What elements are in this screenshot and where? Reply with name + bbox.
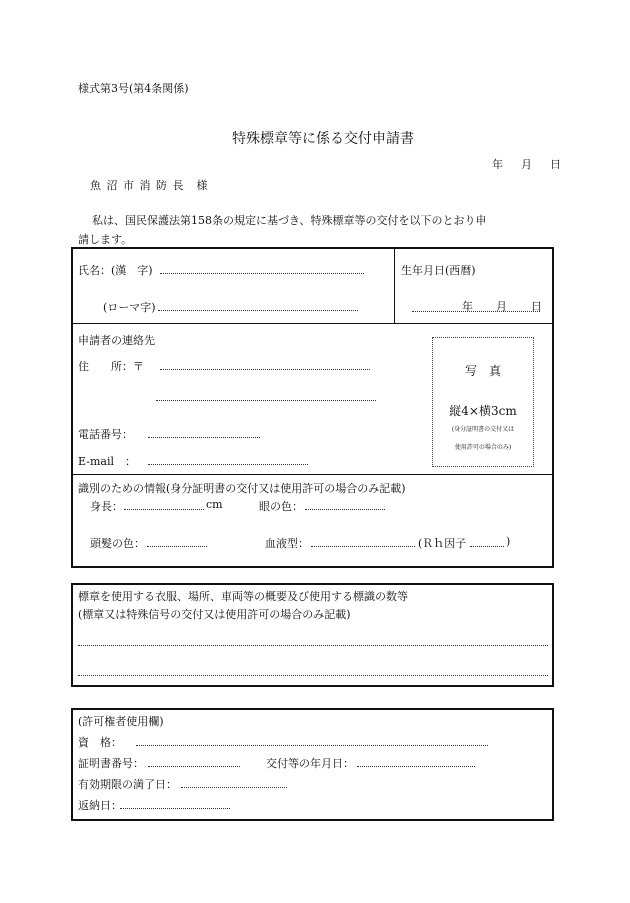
return-date-field[interactable]	[120, 808, 230, 809]
usage-line-1: 標章を使用する衣服、場所、車両等の概要及び使用する標識の数等	[78, 590, 408, 603]
expiry-field[interactable]	[181, 787, 287, 788]
phone-label: 電話番号：	[78, 428, 133, 441]
qualification-label: 資 格：	[78, 736, 122, 749]
contact-heading: 申請者の連絡先	[78, 334, 155, 347]
hair-color-field[interactable]	[147, 546, 207, 547]
name-roman-label: (ローマ字)	[103, 301, 156, 314]
photo-note-2: 使用許可の場合のみ)	[454, 444, 512, 451]
birth-month: 月	[496, 300, 507, 313]
height-unit: cm	[206, 498, 223, 511]
divider-contact	[72, 474, 553, 475]
hair-color-label: 頭髪の色：	[90, 537, 145, 550]
phone-field[interactable]	[148, 437, 260, 438]
usage-field-2[interactable]	[78, 675, 548, 676]
name-kanji-label: 氏名：(漢 字)	[78, 264, 153, 277]
divider-applicant	[72, 323, 553, 324]
intro-line-2: 請します。	[78, 233, 133, 246]
qualification-field[interactable]	[136, 745, 488, 746]
eye-color-field[interactable]	[305, 509, 385, 510]
eye-color-label: 眼の色：	[259, 500, 303, 513]
expiry-label: 有効期限の満了日：	[78, 778, 177, 791]
intro-line-1: 私は、国民保護法第158条の規定に基づき、特殊標章等の交付を以下のとおり申	[92, 214, 487, 227]
height-label: 身長：	[90, 500, 123, 513]
identification-heading: 識別のための情報(身分証明書の交付又は使用許可の場合のみ記載)	[78, 482, 406, 495]
issue-date-field[interactable]	[357, 766, 475, 767]
birth-year: 年	[462, 300, 473, 313]
email-field[interactable]	[148, 464, 308, 465]
birth-label: 生年月日(西暦)	[401, 264, 476, 277]
date-month: 月	[521, 158, 532, 171]
blood-type-label: 血液型：	[265, 537, 309, 550]
name-roman-field[interactable]	[158, 310, 358, 311]
rh-factor-label: (Ｒｈ因子	[418, 537, 467, 550]
usage-line-2: (標章又は特殊信号の交付又は使用許可の場合のみ記載)	[78, 608, 351, 621]
form-number: 様式第3号(第4条関係)	[78, 82, 189, 95]
addressee: 魚 沼 市 消 防 長 様	[90, 179, 209, 192]
height-field[interactable]	[124, 509, 204, 510]
birth-date-field[interactable]	[412, 311, 540, 312]
date-year: 年	[492, 158, 503, 171]
rh-factor-field[interactable]	[470, 546, 504, 547]
blood-type-field[interactable]	[311, 546, 415, 547]
date-day: 日	[550, 158, 561, 171]
name-kanji-field[interactable]	[160, 273, 364, 274]
email-label: E-mail ：	[78, 455, 136, 468]
photo-size: 縦4×横3cm	[449, 404, 517, 418]
address-label: 住 所：〒	[78, 360, 144, 373]
photo-note-1: (身分証明書の交付又は	[451, 426, 515, 433]
rh-factor-close: )	[506, 535, 511, 548]
photo-title: 写 真	[464, 364, 501, 378]
usage-field-1[interactable]	[78, 645, 548, 646]
official-heading: (許可権者使用欄)	[78, 715, 164, 728]
divider-birth	[394, 248, 395, 323]
birth-day: 日	[531, 300, 542, 313]
form-title: 特殊標章等に係る交付申請書	[232, 131, 414, 147]
return-date-label: 返納日：	[78, 799, 122, 812]
address-field-1[interactable]	[160, 369, 370, 370]
cert-number-field[interactable]	[148, 766, 240, 767]
issue-date-label: 交付等の年月日：	[266, 757, 354, 770]
address-field-2[interactable]	[156, 400, 376, 401]
cert-number-label: 証明書番号：	[78, 757, 144, 770]
